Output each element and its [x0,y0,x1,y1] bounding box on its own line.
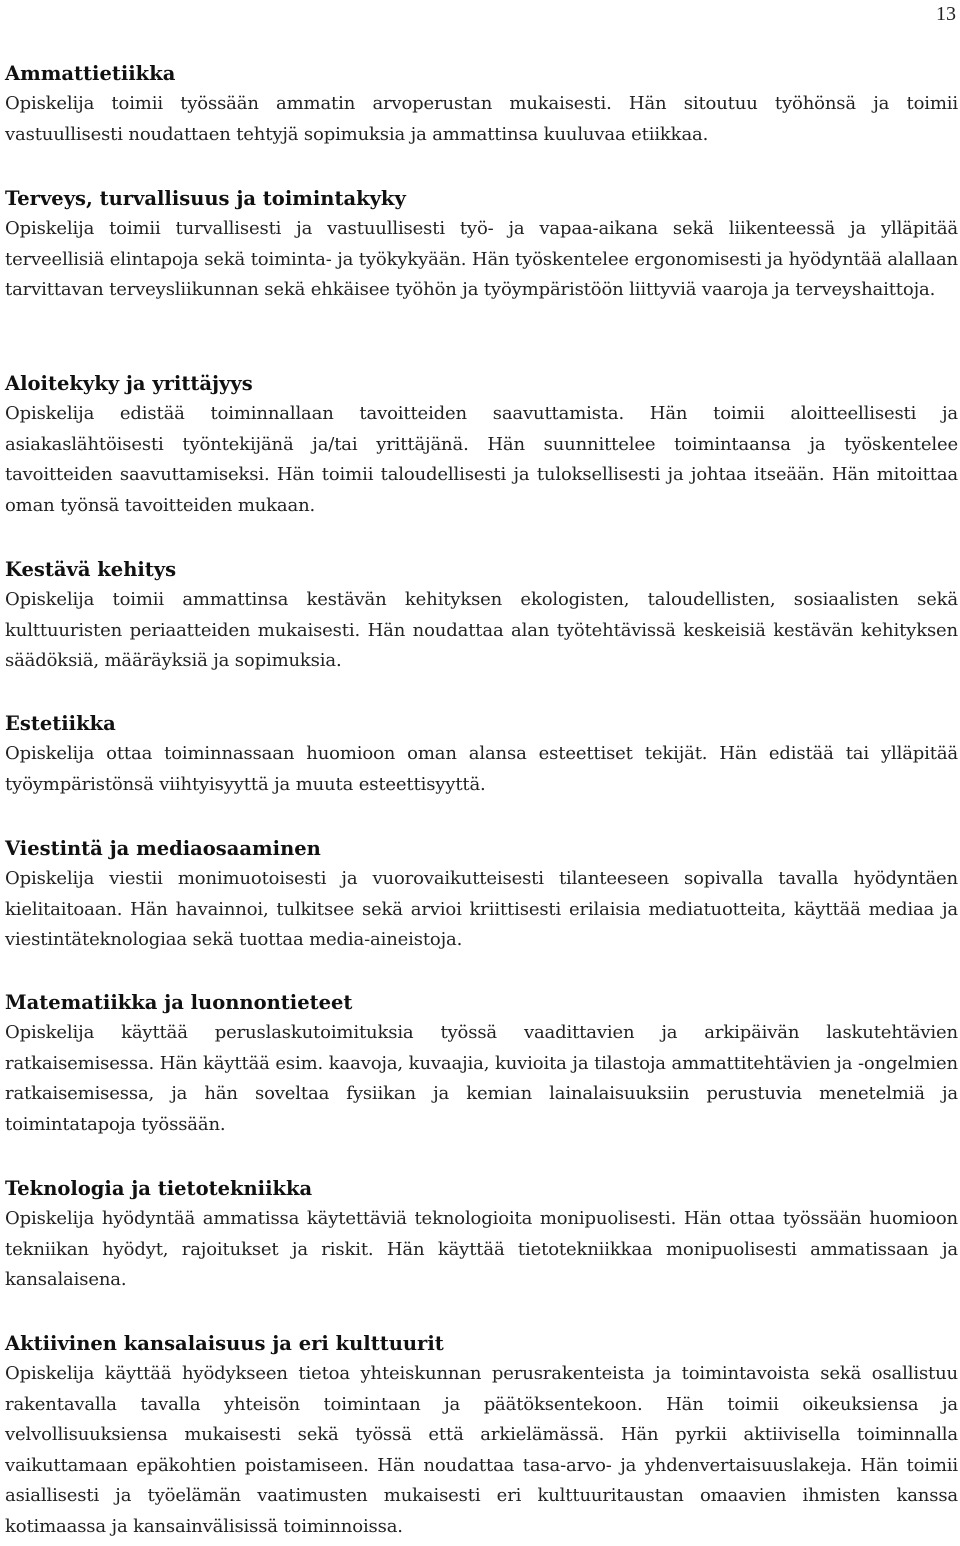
section-text: Opiskelija toimii työssään ammatin arvoperustan mukaisesti. Hän sitoutuu työhönsä ja toimii vastuullisesti noudattaen tehtyjä sopimuksia ja ammattinsa kuuluvaa etiikkaa. [5,93,958,145]
section-text: Opiskelija käyttää hyödykseen tietoa yhteiskunnan perusrakenteista ja toimintavoista sekä osallistuu rakentavalla tavalla yhteisön toimintaan ja päätöksentekoon. Hän toimii oikeuksiensa ja velvollisuuksiensa mukaisesti sekä työssä että arkielämässä. Hän pyrkii aktiivisella toiminnalla vaikuttamaan epäkohtien poistamiseen. Hän noudattaa tasa-arvo- ja yhdenvertaisuuslakeja. Hän toimii asiallisesti ja työelämän vaatimusten mukaisesti eri kulttuuritaustan omaavien ihmisten kanssa kotimaassa ja kansainvälisissä toiminnoissa. [5,1363,958,1537]
section-text: Opiskelija toimii ammattinsa kestävän kehityksen ekologisten, taloudellisten, sosiaalisten sekä kulttuuristen periaatteiden mukaisesti. Hän noudattaa alan työtehtävissä keskeisiä kestävän kehityksen säädöksiä, määräyksiä ja sopimuksia. [5,589,958,671]
section-matematiikka [5,988,958,1140]
section-heading: Terveys, turvallisuus ja toimintakyky [5,187,406,210]
section-text: Opiskelija ottaa toiminnassaan huomioon oman alansa esteettiset tekijät. Hän edistää tai ylläpitää työympäristönsä viihtyisyyttä ja muuta esteettisyyttä. [5,743,958,795]
section-heading: Teknologia ja tietotekniikka [5,1177,313,1200]
section-text: Opiskelija edistää toiminnallaan tavoitteiden saavuttamista. Hän toimii aloitteellisesti ja asiakaslähtöisesti työntekijänä ja/tai yrittäjänä. Hän suunnittelee toimintaansa ja työskentelee tavoitteiden saavuttamiseksi. Hän toimii taloudellisesti ja tuloksellisesti ja johtaa itseään. Hän mitoittaa oman työnsä tavoitteiden mukaan. [5,403,958,516]
section-heading: Viestintä ja mediaosaaminen [5,837,321,860]
section-text: Opiskelija käyttää peruslaskutoimituksia työssä vaadittavien ja arkipäivän laskutehtävien ratkaisemisessa. Hän käyttää esim. kaavoja, kuvaajia, kuvioita ja tilastoja ammattitehtävien ja -ongelmien ratkaisemisessa, ja hän soveltaa fysiikan ja kemian lainalaisuuksiin perustuvia menetelmiä ja toimintatapoja työssään. [5,1022,958,1135]
section-heading: Estetiikka [5,712,116,735]
section-heading: Ammattietiikka [5,62,176,85]
section-estetiikka [5,709,958,800]
section-kestava-kehitys [5,555,958,677]
section-text: Opiskelija toimii turvallisesti ja vastuullisesti työ- ja vapaa-aikana sekä liikenteessä ja ylläpitää terveellisiä elintapoja sekä toiminta- ja työkykyään. Hän työskentelee ergonomisesti ja hyödyntää alallaan tarvittavan terveysliikunnan sekä ehkäisee työhön ja työympäristöön liittyviä vaaroja ja terveyshaittoja. [5,218,958,300]
section-heading: Aktiivinen kansalaisuus ja eri kulttuurit [5,1332,444,1355]
page-number: 13 [936,3,956,25]
section-text: Opiskelija viestii monimuotoisesti ja vuorovaikutteisesti tilanteeseen sopivalla tavalla hyödyntäen kielitaitoaan. Hän havainnoi, tulkitsee sekä arvioi kriittisesti erilaisia mediatuotteita, käyttää mediaa ja viestintäteknologiaa sekä tuottaa media-aineistoja. [5,868,958,950]
section-ammattietiikka [5,59,958,150]
section-aloitekyky [5,369,958,521]
section-viestinta [5,834,958,956]
section-heading: Kestävä kehitys [5,558,177,581]
section-heading: Matematiikka ja luonnontieteet [5,991,353,1014]
section-teknologia [5,1174,958,1296]
section-aktiivinen-kansalaisuus [5,1329,958,1542]
section-terveys [5,184,958,306]
section-text: Opiskelija hyödyntää ammatissa käytettäviä teknologioita monipuolisesti. Hän ottaa työssään huomioon tekniikan hyödyt, rajoitukset ja riskit. Hän käyttää tietotekniikkaa monipuolisesti ammatissaan ja kansalaisena. [5,1208,958,1290]
section-heading: Aloitekyky ja yrittäjyys [5,372,253,395]
